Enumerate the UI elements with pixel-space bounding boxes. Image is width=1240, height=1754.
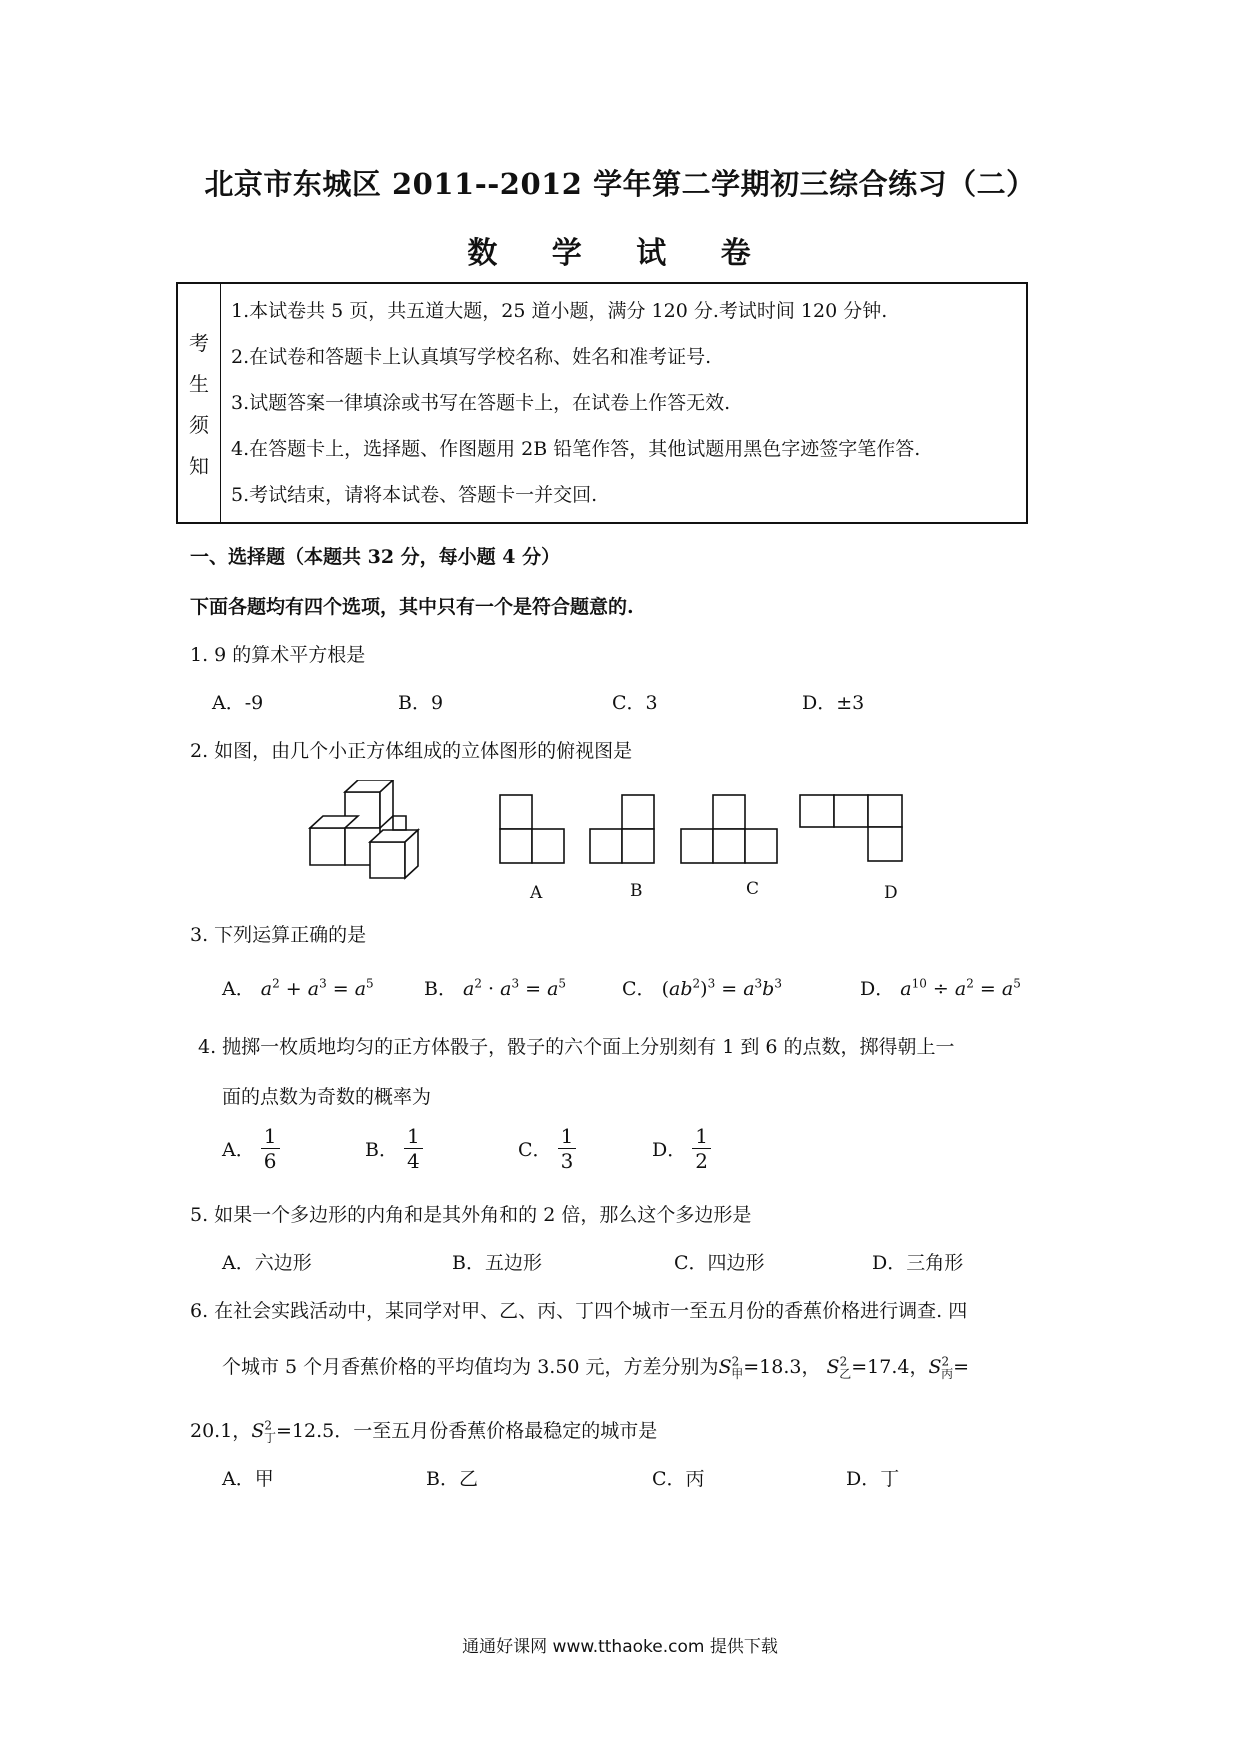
- view-c-square: [713, 829, 745, 863]
- q3-option-c: C． $(ab^2)^3 = a^3b^3$: [622, 976, 782, 1000]
- notice-box: [176, 282, 1028, 524]
- q6-option-d: D．丁: [846, 1468, 900, 1490]
- view-b-square: [622, 829, 654, 863]
- question-3-stem: 3. 下列运算正确的是: [190, 924, 367, 946]
- notice-label: [178, 284, 221, 522]
- view-a-square: [500, 829, 532, 863]
- q2-label-b: B: [630, 881, 643, 901]
- view-c-square: [745, 829, 777, 863]
- q6-option-b: B．乙: [426, 1468, 478, 1490]
- notice-items: [221, 284, 1026, 522]
- q1-option-a: A．-9: [212, 692, 264, 714]
- q1-option-b: B．9: [398, 692, 444, 714]
- cube-front-face: [310, 828, 345, 865]
- notice-label-char: 知: [189, 454, 209, 478]
- question-5-stem: 5. 如果一个多边形的内角和是其外角和的 2 倍，那么这个多边形是: [190, 1204, 752, 1226]
- q4-option-b: B． $\frac{1}{4}$: [365, 1124, 423, 1173]
- cube-edge: [393, 816, 406, 830]
- notice-item: 3.试题答案一律填涂或书写在答题卡上，在试卷上作答无效.: [231, 392, 731, 414]
- q2-label-c: C: [746, 879, 760, 899]
- question-2-stem: 2. 如图，由几个小正方体组成的立体图形的俯视图是: [190, 740, 633, 762]
- q5-option-a: A．六边形: [222, 1252, 312, 1274]
- q2-label-a: A: [530, 883, 543, 903]
- view-b-square: [590, 829, 622, 863]
- view-c-square: [681, 829, 713, 863]
- view-a-square: [500, 795, 532, 829]
- question-6-stem-line2: 个城市 5 个月香蕉价格的平均值均为 3.50 元，方差分别为$S^2_甲=18.3$， $S^2_乙=17.4$，$S^2_丙=$: [222, 1354, 970, 1381]
- view-c-square: [713, 795, 745, 829]
- cube-front-face: [370, 842, 405, 878]
- q2-figure: [300, 780, 960, 890]
- q1-option-d: D．±3: [802, 692, 865, 714]
- question-4-stem-line1: 4. 抛掷一枚质地均匀的正方体骰子，骰子的六个面上分别刻有 1 到 6 的点数，掷得朝上一: [198, 1036, 955, 1058]
- q5-option-c: C．四边形: [674, 1252, 765, 1274]
- view-d-square: [800, 795, 834, 827]
- notice-item: 2.在试卷和答题卡上认真填写学校名称、姓名和准考证号.: [231, 346, 712, 368]
- q3-option-a: A． $a^2 + a^3 = a^5$: [222, 976, 374, 1000]
- question-1-stem: 1. 9 的算术平方根是: [190, 644, 366, 666]
- view-a-square: [532, 829, 564, 863]
- q1-option-c: C．3: [612, 692, 658, 714]
- view-d-square: [834, 795, 868, 827]
- exam-subtitle: 数 学 试 卷: [467, 236, 773, 271]
- notice-item: 4.在答题卡上，选择题、作图题用 2B 铅笔作答，其他试题用黑色字迹签字笔作答.: [231, 438, 921, 460]
- question-4-stem-line2: 面的点数为奇数的概率为: [222, 1086, 432, 1108]
- question-6-stem-line1: 6. 在社会实践活动中，某同学对甲、乙、丙、丁四个城市一至五月份的香蕉价格进行调查. 四: [190, 1300, 968, 1322]
- q6-option-c: C．丙: [652, 1468, 705, 1490]
- view-d-square: [868, 795, 902, 827]
- notice-label-char: 须: [189, 413, 209, 437]
- q3-option-d: D． $a^{10} \div a^2 = a^5$: [860, 976, 1021, 1000]
- footer-credit: 通通好课网 www.tthaoke.com 提供下载: [462, 1637, 778, 1657]
- view-b-square: [622, 795, 654, 829]
- view-d-square: [868, 827, 902, 861]
- q6-option-a: A．甲: [222, 1468, 274, 1490]
- q3-option-b: B． $a^2 \cdot a^3 = a^5$: [424, 976, 567, 1000]
- exam-title: 北京市东城区 2011--2012 学年第二学期初三综合练习（二）: [204, 167, 1036, 201]
- notice-label-char: 考: [189, 331, 209, 355]
- notice-label-char: 生: [189, 372, 209, 396]
- q2-label-d: D: [884, 883, 898, 903]
- q4-option-d: D． $\frac{1}{2}$: [652, 1124, 711, 1173]
- notice-item: 1.本试卷共 5 页，共五道大题，25 道小题，满分 120 分.考试时间 120 分钟.: [231, 300, 888, 322]
- question-6-stem-line3: 20.1，$S^2_丁=12.5$．一至五月份香蕉价格最稳定的城市是: [190, 1418, 658, 1445]
- section-heading: 一、选择题（本题共 32 分，每小题 4 分）: [190, 546, 561, 568]
- q4-option-c: C． $\frac{1}{3}$: [518, 1124, 576, 1173]
- notice-item: 5.考试结束，请将本试卷、答题卡一并交回.: [231, 484, 598, 506]
- q5-option-d: D．三角形: [872, 1252, 964, 1274]
- q5-option-b: B．五边形: [452, 1252, 542, 1274]
- section-instruction: 下面各题均有四个选项，其中只有一个是符合题意的.: [190, 596, 634, 618]
- q4-option-a: A． $\frac{1}{6}$: [222, 1124, 280, 1173]
